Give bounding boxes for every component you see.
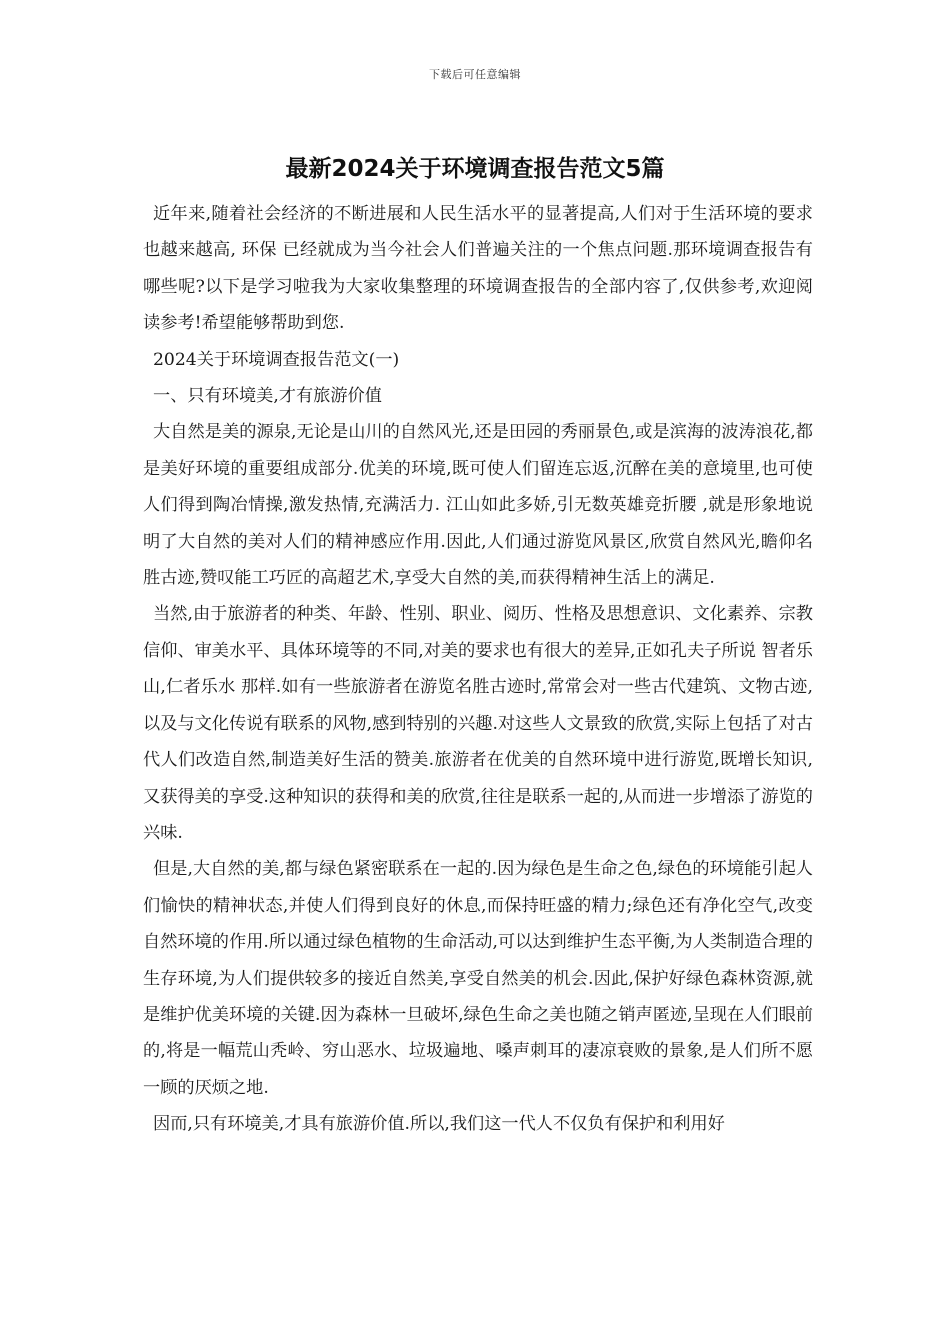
header-note: 下载后可任意编辑 (429, 68, 521, 81)
document-title: 最新2024关于环境调查报告范文5篇 (285, 156, 665, 182)
body-paragraph: 但是,大自然的美,都与绿色紧密联系在一起的.因为绿色是生命之色,绿色的环境能引起人们愉快的精神状态,并使人们得到良好的休息,而保持旺盛的精力;绿色还有净化空气,改变自然环境的作用.所以通过绿色植物的生命活动,可以达到维护生态平衡,为人类制造合理的生存环境,为人们提供较多的接近自然美,享受自然美的机会.因此,保护好绿色森林资源,就是维护优美环境的关键.因为森林一旦破坏,绿色生命之美也随之销声匿迹,呈现在人们眼前的,将是一幅荒山秃岭、穷山恶水、垃圾遍地、嗓声刺耳的凄凉衰败的景象,是人们所不愿一顾的厌烦之地. (143, 859, 813, 1098)
body-paragraph: 当然,由于旅游者的种类、年龄、性别、职业、阅历、性格及思想意识、文化素养、宗教信仰、审美水平、具体环境等的不同,对美的要求也有很大的差异,正如孔夫子所说 智者乐山,仁者乐水 那样.如有一些旅游者在游览名胜古迹时,常常会对一些古代建筑、文物古迹,以及与文化传说有联系的风物,感到特别的兴趣.对这些人文景致的欣赏,实际上包括了对古代人们改造自然,制造美好生活的赞美.旅游者在优美的自然环境中进行游览,既增长知识,又获得美的享受.这种知识的获得和美的欣赏,往往是联系一起的,从而进一步增添了游览的兴味. (143, 604, 813, 843)
intro-paragraph: 近年来,随着社会经济的不断进展和人民生活水平的显著提高,人们对于生活环境的要求也越来越高, 环保 已经就成为当今社会人们普遍关注的一个焦点问题.那环境调查报告有哪些呢?以下是学习啦我为大家收集整理的环境调查报告的全部内容了,仅供参考,欢迎阅读参考!希望能够帮助到您. (143, 204, 813, 334)
subsection-heading: 一、只有环境美,才有旅游价值 (153, 386, 382, 407)
body-paragraph: 因而,只有环境美,才具有旅游价值.所以,我们这一代人不仅负有保护和利用好 (153, 1114, 725, 1135)
document-body (143, 196, 813, 1143)
section-heading: 2024关于环境调查报告范文(一) (153, 349, 400, 370)
body-paragraph: 大自然是美的源泉,无论是山川的自然风光,还是田园的秀丽景色,或是滨海的波涛浪花,都是美好环境的重要组成部分.优美的环境,既可使人们留连忘返,沉醉在美的意境里,也可使人们得到陶冶情操,激发热情,充满活力. 江山如此多娇,引无数英雄竞折腰 ,就是形象地说明了大自然的美对人们的精神感应作用.因此,人们通过游览风景区,欣赏自然风光,瞻仰名胜古迹,赞叹能工巧匠的高超艺术,享受大自然的美,而获得精神生活上的满足. (143, 422, 813, 589)
